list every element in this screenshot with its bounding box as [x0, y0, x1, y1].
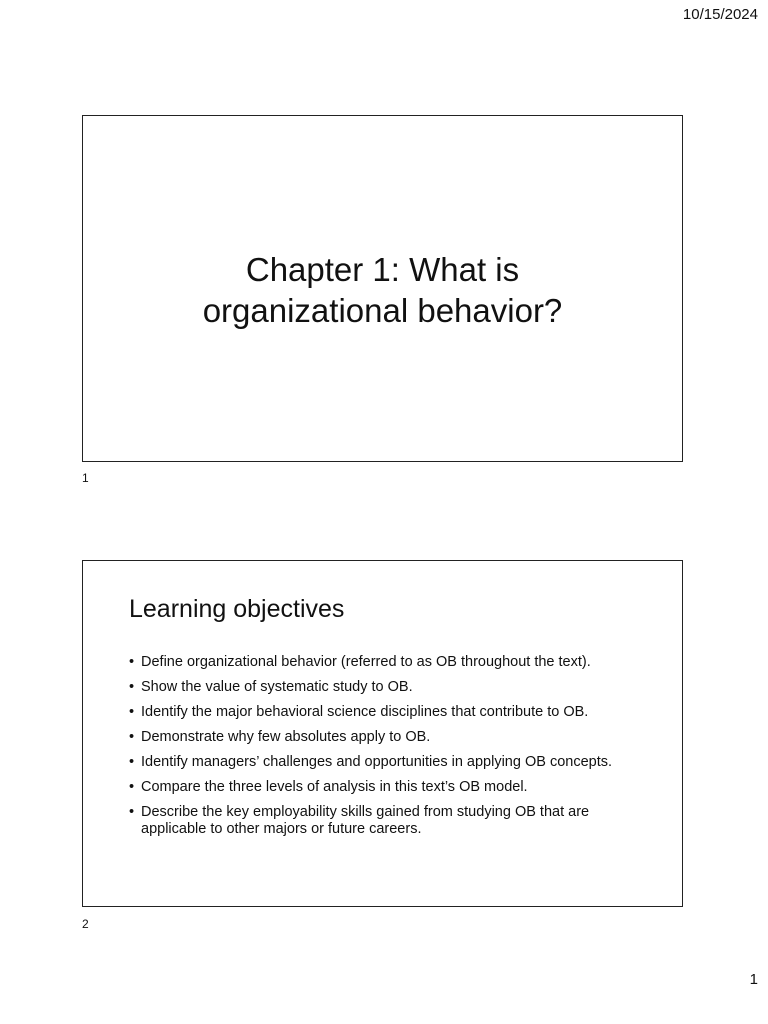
- slide-1-title-area: [83, 116, 682, 461]
- list-item-text: Demonstrate why few absolutes apply to OB.: [141, 729, 431, 745]
- bullet-icon: •: [129, 729, 135, 745]
- list-item: [129, 779, 649, 796]
- list-item-text: Compare the three levels of analysis in this text’s OB model.: [141, 779, 528, 795]
- list-item-text: Identify the major behavioral science disciplines that contribute to OB.: [141, 704, 589, 720]
- learning-objectives-list: [129, 654, 649, 846]
- list-item: [129, 729, 649, 746]
- list-item: [129, 754, 649, 771]
- bullet-icon: •: [129, 754, 135, 770]
- bullet-icon: •: [129, 679, 135, 695]
- slide-1-title: Chapter 1: What is organizational behavior?: [202, 250, 563, 329]
- list-item-text: Describe the key employability skills gained from studying OB that are applicable to other majors or future careers.: [141, 804, 590, 837]
- list-item-text: Identify managers’ challenges and opportunities in applying OB concepts.: [141, 754, 613, 770]
- slide-1-thumbnail: [82, 115, 683, 462]
- slide-2-heading: Learning objectives: [129, 595, 345, 623]
- list-item: [129, 654, 649, 671]
- slide-2-thumbnail: [82, 560, 683, 907]
- bullet-icon: •: [129, 704, 135, 720]
- list-item-text: Show the value of systematic study to OB.: [141, 679, 413, 695]
- slide-2-number: 2: [82, 917, 89, 931]
- slide-1-number: 1: [82, 471, 89, 485]
- list-item-text: Define organizational behavior (referred to as OB throughout the text).: [141, 654, 591, 670]
- bullet-icon: •: [129, 654, 135, 670]
- bullet-icon: •: [129, 804, 135, 820]
- handout-date: 10/15/2024: [682, 6, 758, 23]
- list-item: [129, 704, 649, 721]
- list-item: [129, 679, 649, 696]
- bullet-icon: •: [129, 779, 135, 795]
- page-number: 1: [749, 971, 758, 988]
- list-item: [129, 804, 649, 838]
